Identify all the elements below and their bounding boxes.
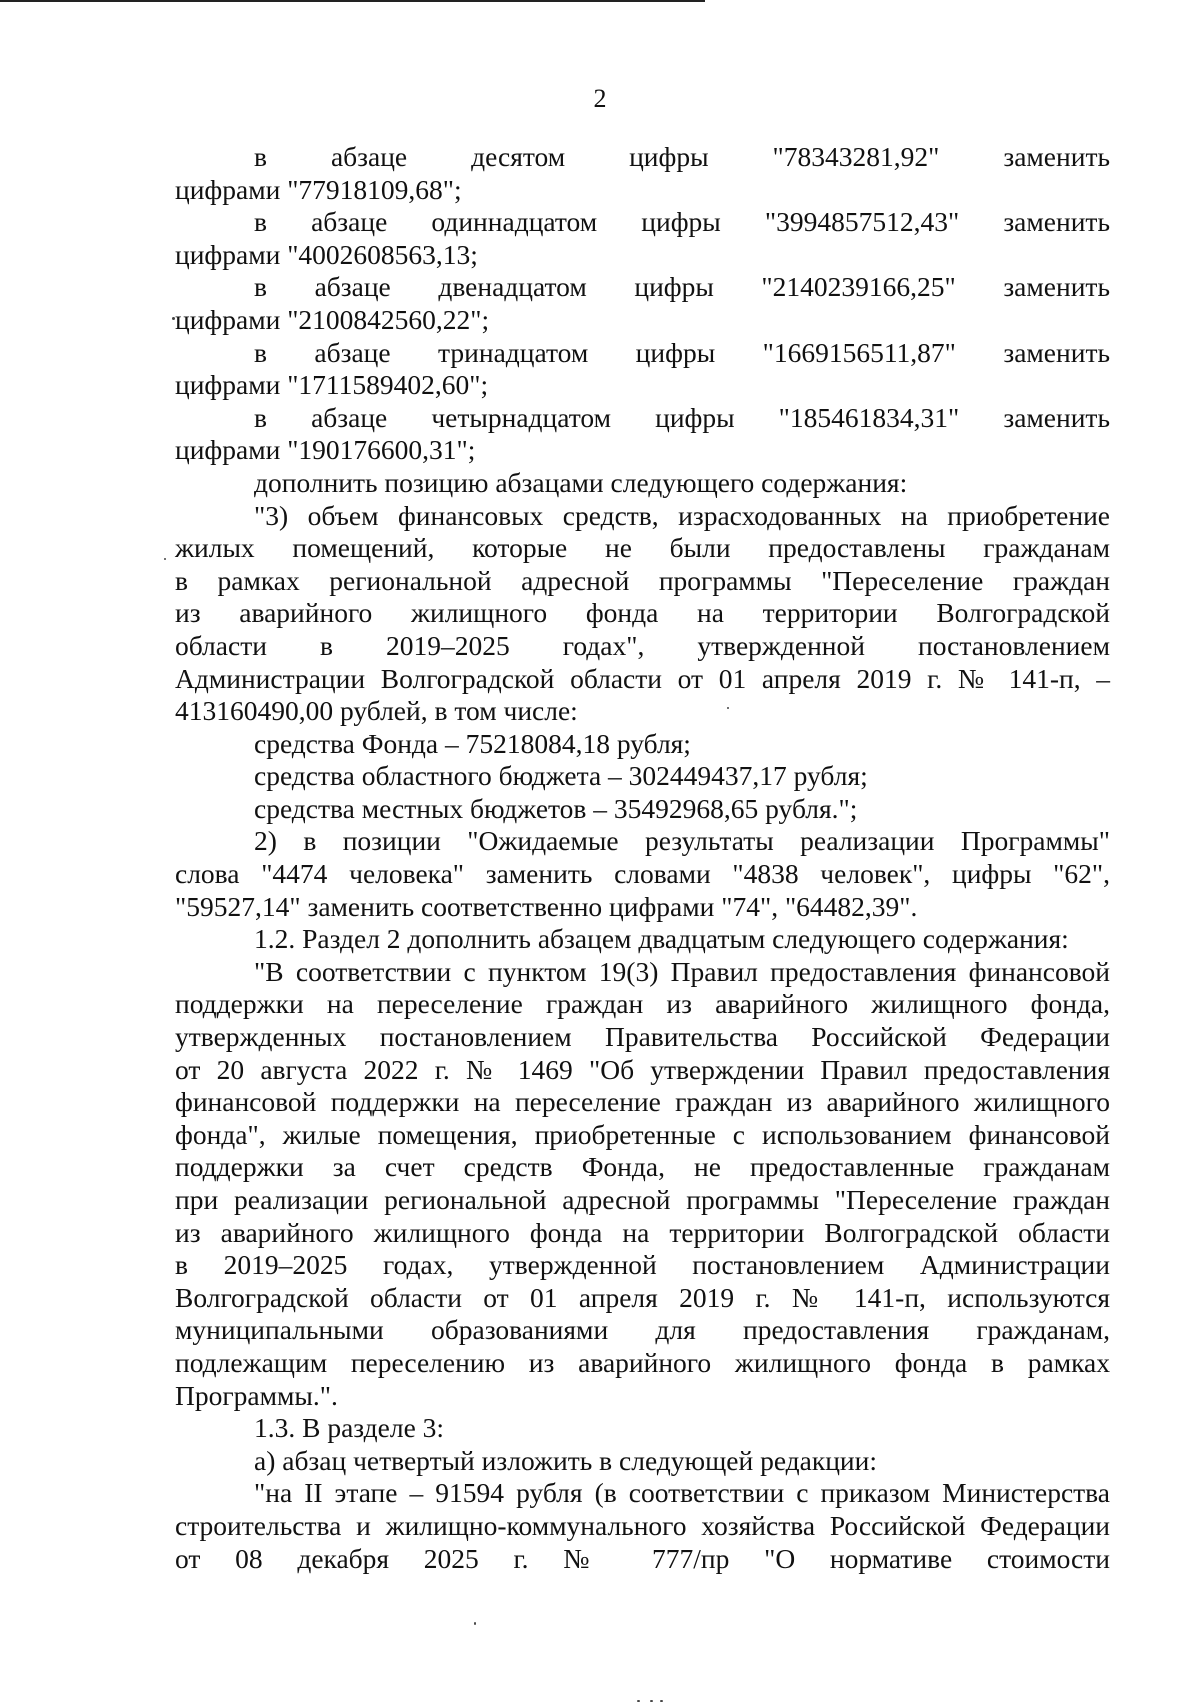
text-line: "59527,14" заменить соответственно цифрами "74", "64482,39". xyxy=(175,890,918,922)
text-line: цифрами "1711589402,60"; xyxy=(175,369,489,401)
text-line: в абзаце десятом цифры "78343281,92" заменить xyxy=(254,141,1110,172)
scan-speck xyxy=(727,707,729,709)
scan-speck xyxy=(164,558,166,560)
text-line: цифрами "77918109,68"; xyxy=(175,173,462,205)
text-line: муниципальными образованиями для предоставления гражданам, xyxy=(175,1314,1110,1346)
text-line: 1.2. Раздел 2 дополнить абзацем двадцатым следующего содержания: xyxy=(254,923,1069,955)
text-line: поддержки за счет средств Фонда, не предоставленные гражданам xyxy=(175,1151,1110,1183)
text-line: средства областного бюджета – 302449437,17 рубля; xyxy=(254,760,868,792)
text-line: 413160490,00 рублей, в том числе: xyxy=(175,695,578,727)
text-line: жилых помещений, которые не были предоставлены гражданам xyxy=(175,532,1110,564)
text-line: от 20 августа 2022 г. № 1469 "Об утверждении Правил предоставления xyxy=(175,1053,1110,1085)
text-line: 1.3. В разделе 3: xyxy=(254,1412,445,1444)
text-line: 2) в позиции "Ожидаемые результаты реализации Программы" xyxy=(254,825,1110,857)
text-line: Программы.". xyxy=(175,1379,338,1411)
text-line: цифрами "190176600,31"; xyxy=(175,434,476,466)
text-line: "на II этапе – 91594 рубля (в соответствии с приказом Министерства xyxy=(254,1477,1110,1509)
page-number: 2 xyxy=(593,84,607,113)
scan-speck xyxy=(650,1700,653,1702)
scan-speck xyxy=(474,1622,476,1625)
text-line: в абзаце тринадцатом цифры "1669156511,87" заменить xyxy=(254,336,1110,368)
text-line: средства местных бюджетов – 35492968,65 рубля."; xyxy=(254,792,858,824)
scan-speck xyxy=(637,1700,640,1702)
text-line: в абзаце четырнадцатом цифры "185461834,31" заменить xyxy=(254,401,1110,433)
text-line: утвержденных постановлением Правительства Российской Федерации xyxy=(175,1021,1110,1053)
scan-speck xyxy=(660,1700,663,1702)
text-line: дополнить позицию абзацами следующего содержания: xyxy=(254,466,908,498)
text-line: средства Фонда – 75218084,18 рубля; xyxy=(254,727,691,759)
text-line: поддержки на переселение граждан из аварийного жилищного фонда, xyxy=(175,988,1110,1020)
text-line: из аварийного жилищного фонда на территории Волгоградской xyxy=(175,597,1110,629)
text-line: фонда", жилые помещения, приобретенные с использованием финансовой xyxy=(175,1118,1110,1150)
text-line: строительства и жилищно-коммунального хозяйства Российской Федерации xyxy=(175,1509,1110,1541)
text-line: области в 2019–2025 годах", утвержденной постановлением xyxy=(175,629,1110,661)
text-line: финансовой поддержки на переселение граждан из аварийного жилищного xyxy=(175,1086,1110,1118)
text-line: в 2019–2025 годах, утвержденной постановлением Администрации xyxy=(175,1249,1110,1281)
text-line: цифрами "2100842560,22"; xyxy=(175,303,490,335)
scan-speck xyxy=(172,317,175,320)
text-line: в абзаце двенадцатом цифры "2140239166,25" заменить xyxy=(254,271,1110,303)
text-line: цифрами "4002608563,13; xyxy=(175,238,478,270)
text-line: слова "4474 человека" заменить словами "4838 человек", цифры "62", xyxy=(175,858,1110,890)
text-line: "3) объем финансовых средств, израсходованных на приобретение xyxy=(254,499,1110,531)
text-line: а) абзац четвертый изложить в следующей редакции: xyxy=(254,1444,878,1476)
text-line: в рамках региональной адресной программы "Переселение граждан xyxy=(175,564,1110,596)
text-line: "В соответствии с пунктом 19(3) Правил предоставления финансовой xyxy=(254,955,1110,987)
document-body xyxy=(175,141,1110,1575)
scan-edge-line xyxy=(0,0,705,2)
text-line: из аварийного жилищного фонда на территории Волгоградской области xyxy=(175,1216,1110,1248)
text-line: при реализации региональной адресной программы "Переселение граждан xyxy=(175,1184,1110,1215)
text-line: Волгоградской области от 01 апреля 2019 г. № 141-п, используются xyxy=(175,1281,1110,1313)
text-line: подлежащим переселению из аварийного жилищного фонда в рамках xyxy=(175,1346,1110,1378)
text-line: Администрации Волгоградской области от 01 апреля 2019 г. № 141-п, – xyxy=(175,662,1110,694)
text-line: в абзаце одиннадцатом цифры "3994857512,43" заменить xyxy=(254,206,1110,238)
text-line: от 08 декабря 2025 г. № 777/пр "О нормативе стоимости xyxy=(175,1542,1110,1574)
